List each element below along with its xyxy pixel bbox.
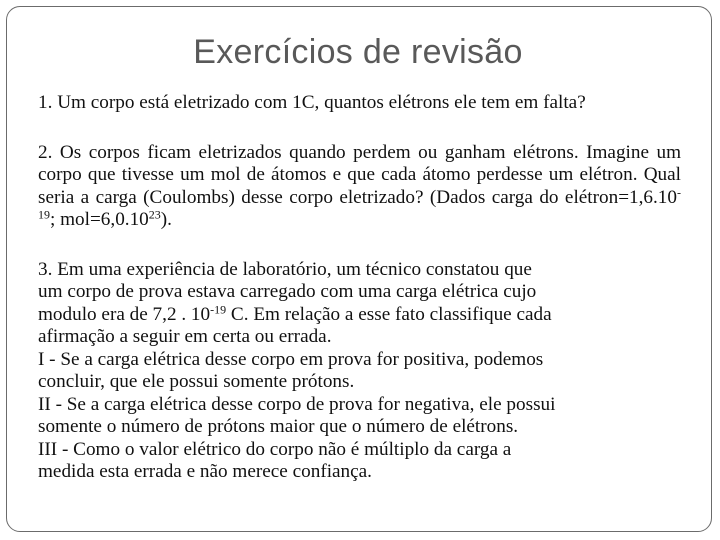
question-3-line bbox=[38, 301, 681, 327]
question-2-text-b: ; mol=6,0.10 bbox=[50, 209, 149, 230]
question-3-line: um corpo de prova estava carregado com uma carga elétrica cujo bbox=[38, 281, 537, 302]
question-2-text-c: ). bbox=[160, 209, 172, 230]
question-1-text: Um corpo está eletrizado com 1C, quantos elétrons ele tem em falta? bbox=[57, 92, 586, 113]
statement-ii-line: somente o número de prótons maior que o número de elétrons. bbox=[38, 416, 519, 437]
question-3-line: 3. Em uma experiência de laboratório, um técnico constatou que bbox=[38, 258, 532, 280]
question-3-line-3b: C. Em relação a esse fato classifique cada bbox=[226, 303, 552, 325]
slide-title: Exercícios de revisão bbox=[193, 33, 523, 71]
statement-ii-line: II - Se a carga elétrica desse corpo de prova for negativa, ele possui bbox=[38, 393, 556, 415]
statement-iii-line: III - Como o valor elétrico do corpo não é múltiplo da carga a bbox=[38, 438, 512, 460]
statement-i-line: concluir, que ele possui somente prótons. bbox=[38, 371, 355, 392]
slide-content bbox=[38, 92, 681, 484]
question-1-number: 1. bbox=[38, 92, 53, 113]
question-3-line: afirmação a seguir em certa ou errada. bbox=[38, 326, 332, 347]
question-2-number: 2. bbox=[38, 141, 53, 163]
question-3 bbox=[38, 259, 681, 484]
question-1 bbox=[38, 92, 681, 115]
question-2 bbox=[38, 142, 681, 232]
question-2-text-a: Os corpos ficam eletrizados quando perdem ou ganham elétrons. Imagine um corpo que tivesse um mol de átomos e que cada átomo perdesse um elétron. Qual seria a carga (Coulombs) desse corpo eletrizado? (Dados carga do elétron=1,6.10 bbox=[38, 141, 681, 208]
charge-exponent: -19 bbox=[210, 301, 227, 316]
question-3-line-3a: modulo era de 7,2 . 10 bbox=[38, 303, 211, 325]
electron-charge-exponent: -19 bbox=[38, 184, 681, 222]
statement-i-line: I - Se a carga elétrica desse corpo em prova for positiva, podemos bbox=[38, 348, 544, 370]
mol-exponent: 23 bbox=[148, 207, 161, 222]
statement-iii-line: medida esta errada e não merece confiança. bbox=[38, 461, 372, 482]
